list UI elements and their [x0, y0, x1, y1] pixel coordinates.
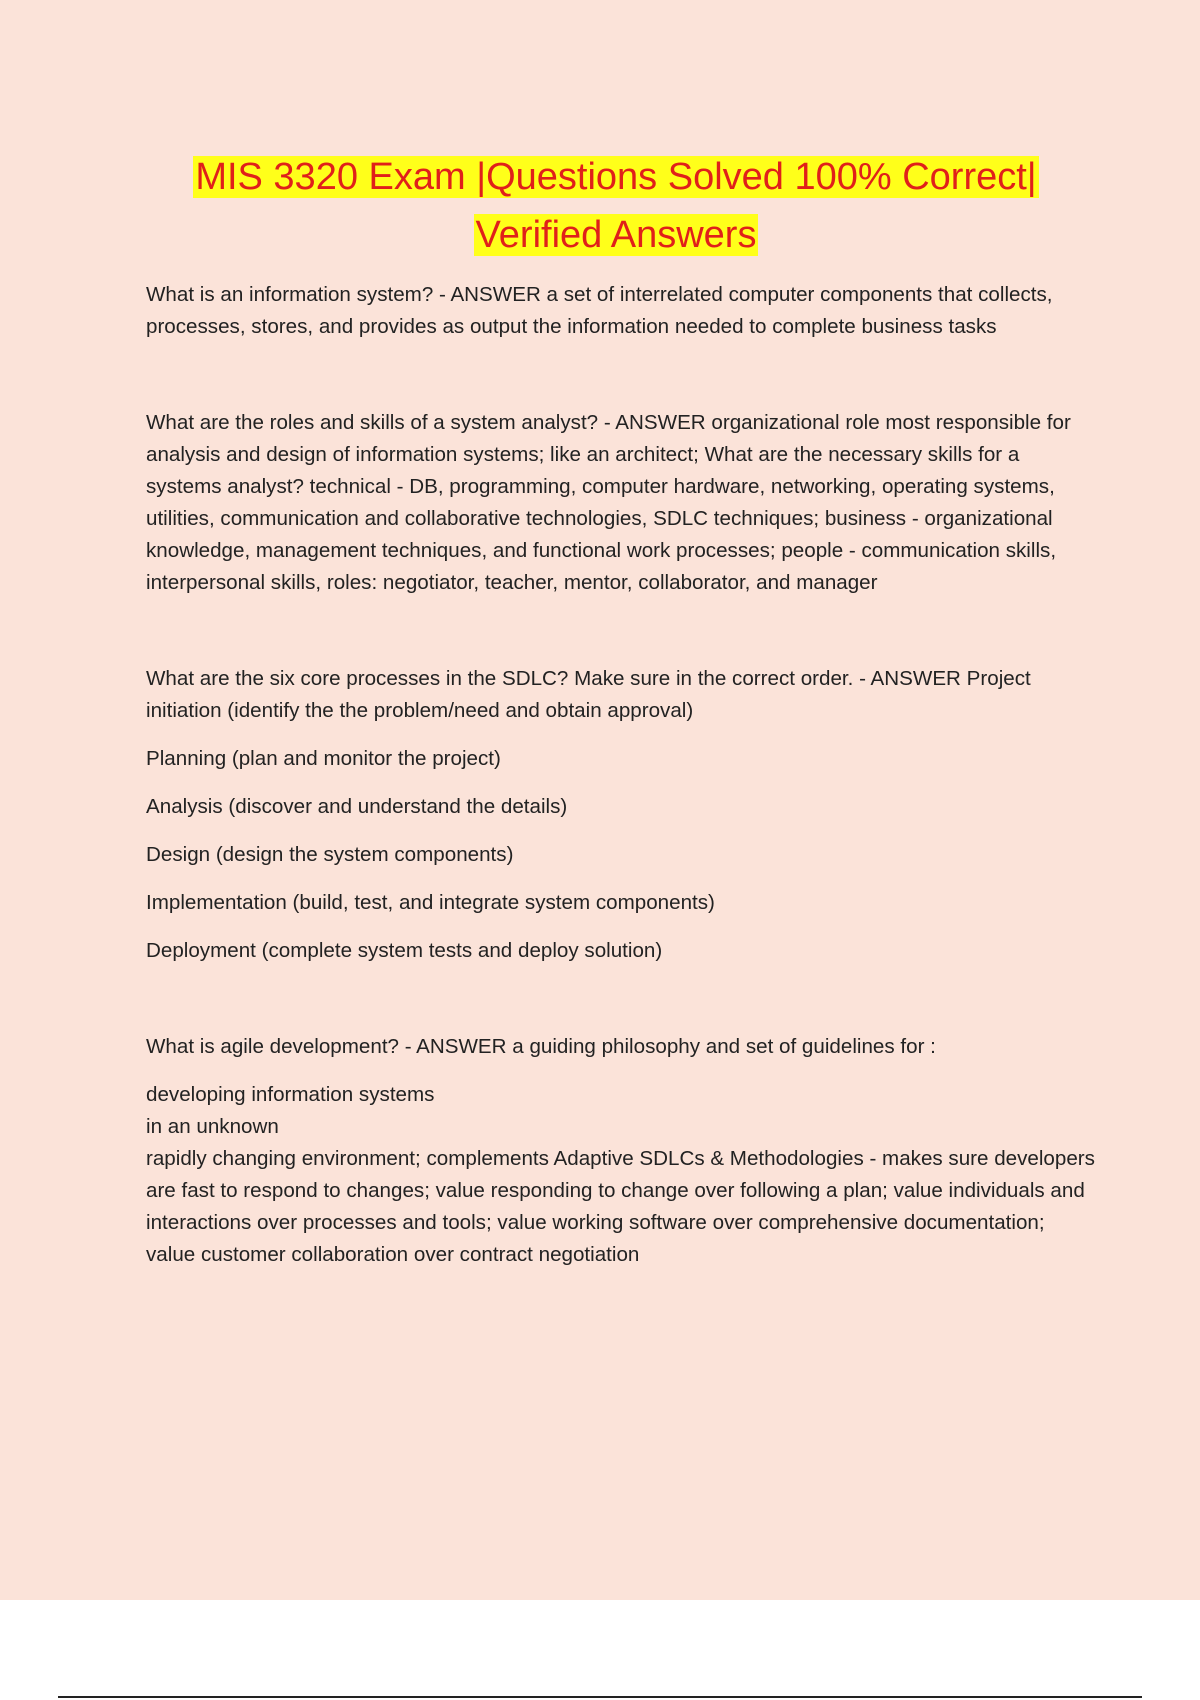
answer-line: in an unknown	[146, 1115, 279, 1138]
answer-line: developing information systems	[146, 1083, 435, 1106]
qa-paragraph: What are the roles and skills of a system analyst? - ANSWER organizational role most responsible for analysis and design of information systems; like an architect; What are the necessary skills for a systems analyst? technical - DB, programming, computer hardware, networking, operating systems, utilities, communication and collaborative technologies, SDLC techniques; business - organizational knowledge, management techniques, and functional work processes; people - communication skills, interpersonal skills, roles: negotiator, teacher, mentor, collaborator, and manager	[146, 411, 1071, 594]
answer-line: rapidly changing environment; complements Adaptive SDLCs & Methodologies - makes sure developers are fast to respond to changes; value responding to change over following a plan; value individuals and interactions over processes and tools; value working software over comprehensive documentation; value customer collaboration over contract negotiation	[146, 1147, 1095, 1266]
document-body	[146, 279, 1096, 1335]
title-line-1: MIS 3320 Exam |Questions Solved 100% Correct|	[195, 156, 1037, 198]
qa-item-system-analyst	[146, 407, 1096, 599]
qa-item-agile-development	[146, 1031, 1096, 1271]
qa-paragraph: What is agile development? - ANSWER a guiding philosophy and set of guidelines for :	[146, 1035, 936, 1058]
sdlc-step-implementation: Implementation (build, test, and integrate system components)	[146, 891, 715, 914]
sdlc-step-deployment: Deployment (complete system tests and deploy solution)	[146, 939, 663, 962]
sdlc-step-design: Design (design the system components)	[146, 843, 514, 866]
qa-item-information-system	[146, 279, 1096, 343]
sdlc-step-analysis: Analysis (discover and understand the details)	[146, 795, 568, 818]
qa-answer-lines	[146, 1079, 1096, 1271]
footer-rule	[58, 1696, 1142, 1698]
title-line-2: Verified Answers	[475, 214, 757, 256]
sdlc-step-planning: Planning (plan and monitor the project)	[146, 747, 501, 770]
qa-item-sdlc-processes	[146, 663, 1096, 967]
document-title	[0, 148, 1200, 264]
qa-paragraph: What are the six core processes in the SDLC? Make sure in the correct order. - ANSWER Project initiation (identify the the problem/need and obtain approval)	[146, 667, 1031, 722]
qa-paragraph: What is an information system? - ANSWER a set of interrelated computer components that collects, processes, stores, and provides as output the information needed to complete business tasks	[146, 283, 1053, 338]
